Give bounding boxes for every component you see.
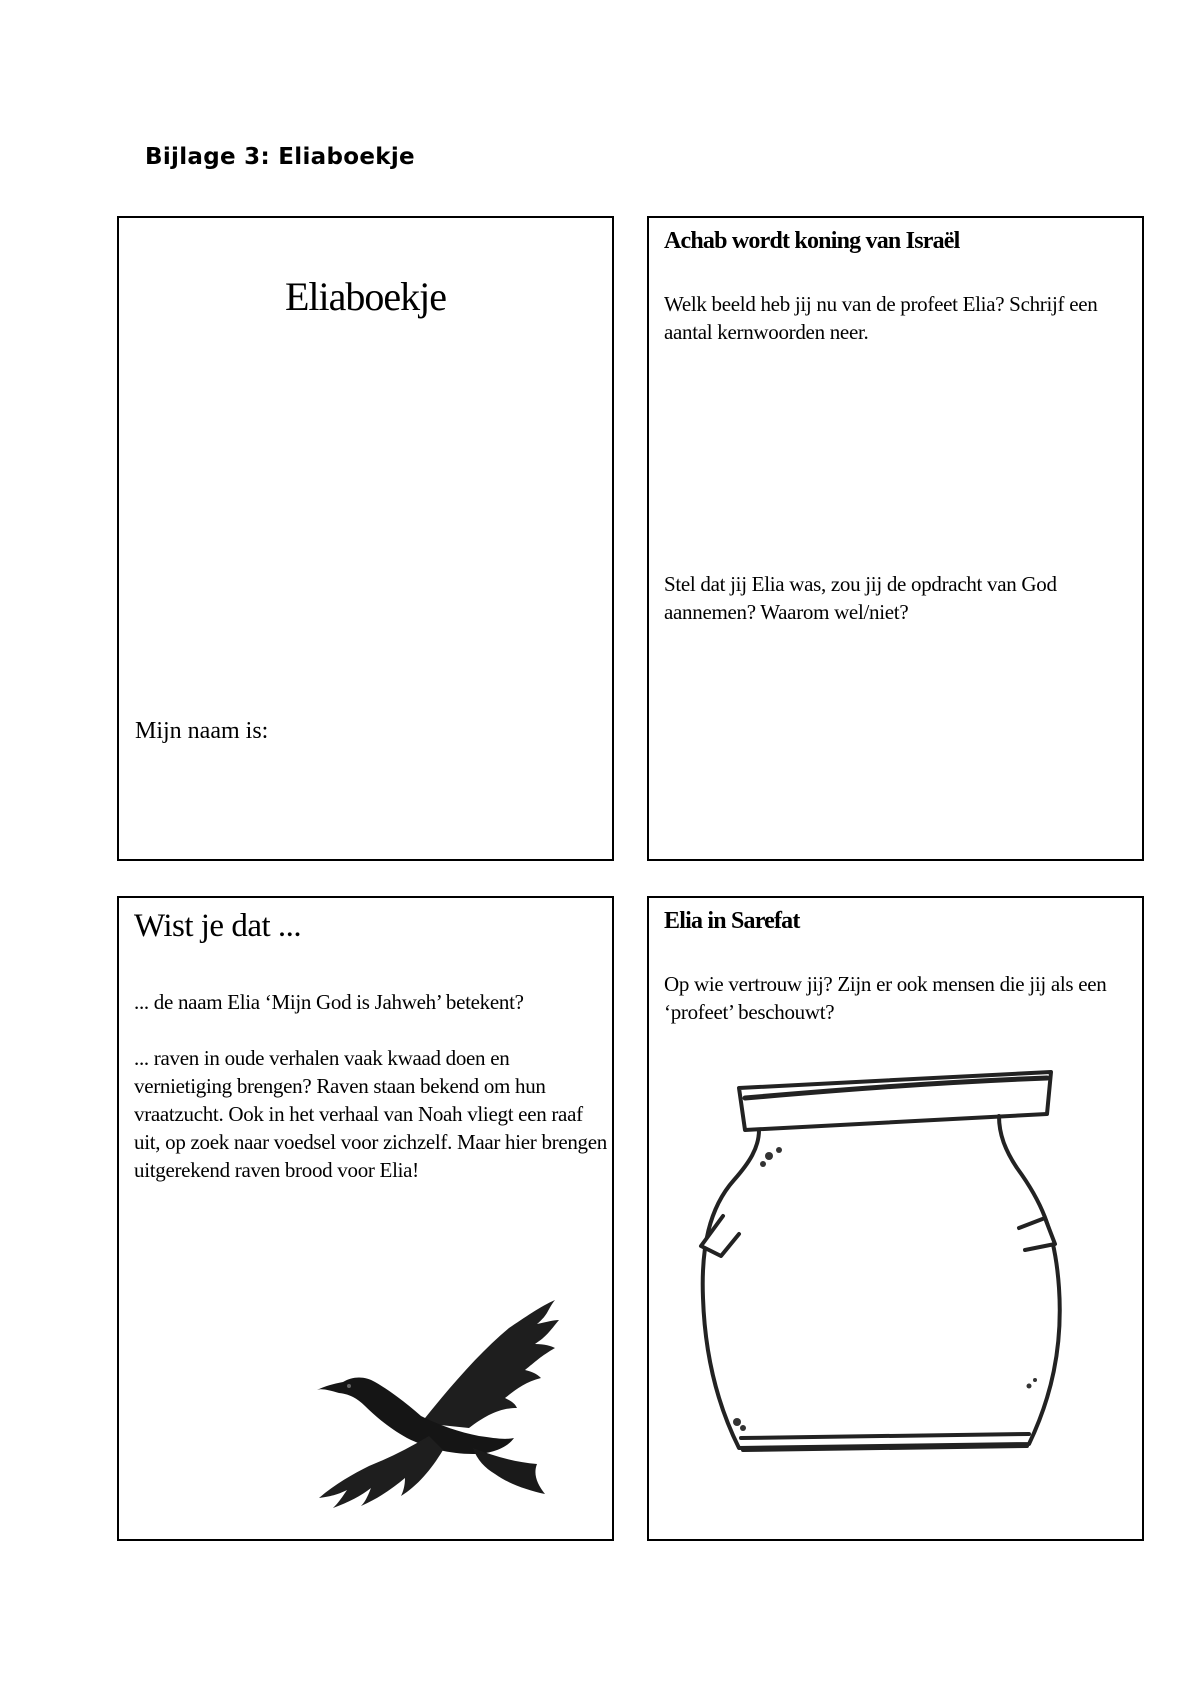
page-heading: Bijlage 3: Eliaboekje <box>145 144 415 170</box>
name-label: Mijn naam is: <box>135 718 269 744</box>
achab-card-title: Achab wordt koning van Israël <box>664 228 960 254</box>
cover-title: Eliaboekje <box>284 274 447 319</box>
jar-icon <box>679 1068 1109 1488</box>
sarefat-card-title: Elia in Sarefat <box>664 908 800 934</box>
achab-question-1: Welk beeld heb jij nu van de profeet Elia? Schrijf een aantal kernwoorden neer. <box>664 292 1098 344</box>
fact-elia-name: ... de naam Elia ‘Mijn God is Jahweh’ betekent? <box>134 990 524 1014</box>
fact-ravens: ... raven in oude verhalen vaak kwaad doen en vernietiging brengen? Raven staan bekend om hun vraatzucht. Ook in het verhaal van Noah vliegt een raaf uit, op zoek naar voedsel voor zichzelf. Maar hier brengen uitgerekend raven brood voor Elia! <box>134 1046 607 1182</box>
raven-icon <box>309 1298 579 1508</box>
cover-card <box>117 216 614 861</box>
wist-je-dat-title: Wist je dat ... <box>134 908 302 944</box>
sarefat-card <box>647 896 1144 1541</box>
achab-question-2: Stel dat jij Elia was, zou jij de opdracht van God aannemen? Waarom wel/niet? <box>664 572 1057 624</box>
achab-card <box>647 216 1144 861</box>
wist-je-dat-card <box>117 896 614 1541</box>
sarefat-question: Op wie vertrouw jij? Zijn er ook mensen die jij als een ‘profeet’ beschouwt? <box>664 972 1107 1024</box>
